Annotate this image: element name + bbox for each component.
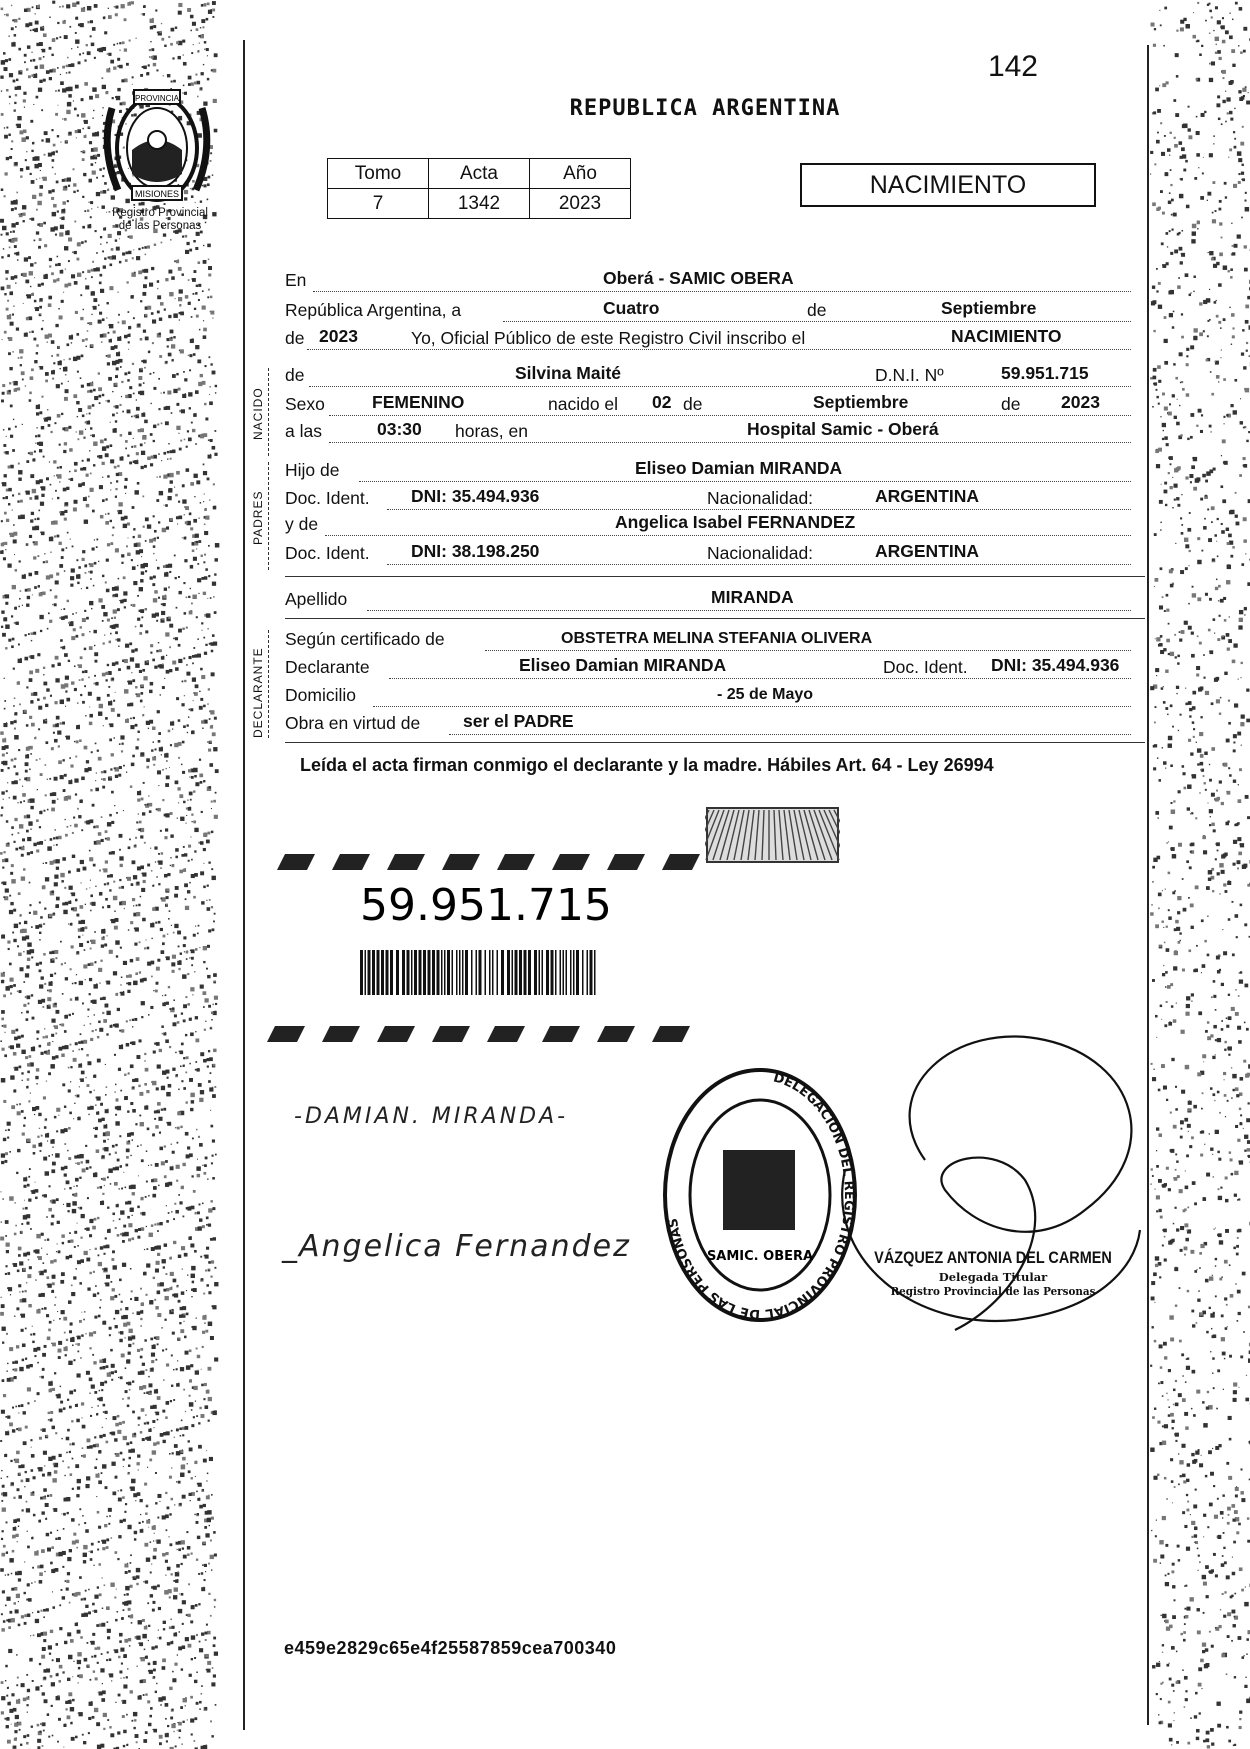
scan-noise-left [0,0,240,1749]
padres-divider [285,576,1145,577]
domicilio-label: Domicilio [285,685,356,705]
certificate-type-box: NACIMIENTO [800,163,1096,207]
padre-value: Eliseo Damian MIRANDA [635,458,843,478]
madre-nac-value: ARGENTINA [875,541,980,561]
dni-value: 59.951.715 [1001,363,1089,383]
mother-signature-text: _Angelica Fernandez [282,1229,631,1264]
nac-de-label: de [683,394,703,414]
row-madre-doc [285,541,1145,567]
official-seal [655,1050,865,1350]
dni-label: D.N.I. Nº [875,365,944,385]
en-value: Oberá - SAMIC OBERA [603,268,794,288]
barcode-bars [360,950,596,995]
legal-note: Leída el acta firman conmigo el declarante y la madre. Hábiles Art. 64 - Ley 26994 [300,755,994,775]
row-obra [285,711,1145,737]
padre-doc-label: Doc. Ident. [285,488,370,508]
official-name: VÁZQUEZ ANTONIA DEL CARMEN [874,1248,1112,1267]
row-domicilio [285,683,1145,709]
seal-ring-text: DELEGACION DEL REGISTRO PROVINCIAL DE LAS PERSONAS [665,1070,856,1322]
inscribo-value: NACIMIENTO [951,326,1062,346]
nac-anio-value: 2023 [1061,392,1100,412]
apellido-divider [285,618,1145,619]
page-number: 142 [987,50,1038,83]
row-certificado [285,627,1145,653]
security-hologram-stamp [705,806,840,864]
mes-value: Septiembre [941,298,1037,318]
certificado-value: OBSTETRA MELINA STEFANIA OLIVERA [561,630,873,647]
document-title: REPUBLICA ARGENTINA [569,96,841,121]
document-hash: e459e2829c65e4f25587859cea700340 [284,1638,617,1658]
registry-line-1: Registro Provincial [112,207,208,219]
side-label-padres: PADRES [251,490,265,545]
nacido-side-line [268,368,270,456]
padres-side-line [268,462,270,570]
security-pattern-top [277,854,700,870]
row-en [285,268,1145,294]
padre-doc-value: DNI: 35.494.936 [411,486,540,506]
official-org: Registro Provincial de las Personas [890,1284,1096,1298]
row-madre [285,512,1145,538]
nac-mes-value: Septiembre [813,392,909,412]
barcode-block [265,810,735,1050]
logo-bottom-text: MISIONES [134,189,180,199]
nac-de2-label: de [1001,394,1021,414]
security-pattern-bottom [267,1026,690,1042]
row-padre-doc [285,486,1145,512]
nac-dia-value: 02 [652,392,672,412]
mother-signature [278,1210,658,1280]
nacido-label: nacido el [548,394,619,414]
header-tomo: Tomo [328,159,429,189]
sexo-value: FEMENINO [372,392,465,412]
logo-top-text: PROVINCIA [134,94,180,103]
declarante-value: Eliseo Damian MIRANDA [519,655,727,675]
official-block [848,1248,1138,1298]
left-border-line [243,40,245,1730]
decl-doc-label: Doc. Ident. [883,657,968,677]
register-table [327,158,631,219]
madre-doc-value: DNI: 38.198.250 [411,541,540,561]
header-anio: Año [530,159,631,189]
apellido-value: MIRANDA [711,587,794,607]
row-republica [285,298,1145,324]
lugar-value: Hospital Samic - Oberá [747,419,939,439]
alas-label: a las [285,421,322,441]
padre-nac-label: Nacionalidad: [707,488,814,508]
header-acta: Acta [429,159,530,189]
en-label: En [285,270,307,290]
side-label-nacido: NACIDO [251,387,265,440]
madre-value: Angelica Isabel FERNANDEZ [615,512,856,532]
obra-value: ser el PADRE [463,711,574,731]
certificado-label: Según certificado de [285,629,445,649]
yde-label: y de [285,514,319,534]
scan-noise-right [1150,0,1250,1749]
de2-label: de [285,328,305,348]
registry-line-2: de las Personas [118,220,202,232]
obra-label: Obra en virtud de [285,713,421,733]
madre-doc-label: Doc. Ident. [285,543,370,563]
sexo-label: Sexo [285,394,325,414]
madre-nac-label: Nacionalidad: [707,543,814,563]
anio-value: 2023 [319,326,358,346]
de-nombre-label: de [285,365,305,385]
domicilio-value: - 25 de Mayo [717,686,814,703]
apellido-label: Apellido [285,589,348,609]
padre-nac-value: ARGENTINA [875,486,980,506]
seal-center-text: SAMIC. OBERA [706,1249,814,1264]
horas-en-label: horas, en [455,421,528,441]
republica-label: República Argentina, a [285,300,462,320]
declarante-side-line [268,630,270,738]
declarant-signature-text: -DAMIAN. MIRANDA- [294,1104,569,1129]
row-inscribo [285,326,1145,352]
hora-value: 03:30 [377,419,422,439]
official-role: Delegada Titular [938,1270,1048,1284]
registry-name [60,207,260,233]
de-label: de [807,300,827,320]
side-label-declarante: DECLARANTE [251,647,265,738]
hijo-label: Hijo de [285,460,340,480]
nombre-value: Silvina Maité [515,363,622,383]
value-anio: 2023 [530,189,631,219]
row-declarante [285,655,1145,681]
row-nombre [285,363,1145,389]
decl-doc-value: DNI: 35.494.936 [991,655,1120,675]
row-hora [285,419,1145,445]
inscribo-label: Yo, Oficial Público de este Registro Civil inscribo el [411,328,806,348]
right-border-line [1147,45,1149,1725]
row-apellido [285,587,1145,613]
row-sexo [285,392,1145,418]
declarant-signature [290,1085,610,1145]
barcode-number: 59.951.715 [360,880,612,931]
value-tomo: 7 [328,189,429,219]
declarante-divider [285,742,1145,743]
declarante-label: Declarante [285,657,370,677]
value-acta: 1342 [429,189,530,219]
row-hijo [285,458,1145,484]
dia-value: Cuatro [603,298,660,318]
